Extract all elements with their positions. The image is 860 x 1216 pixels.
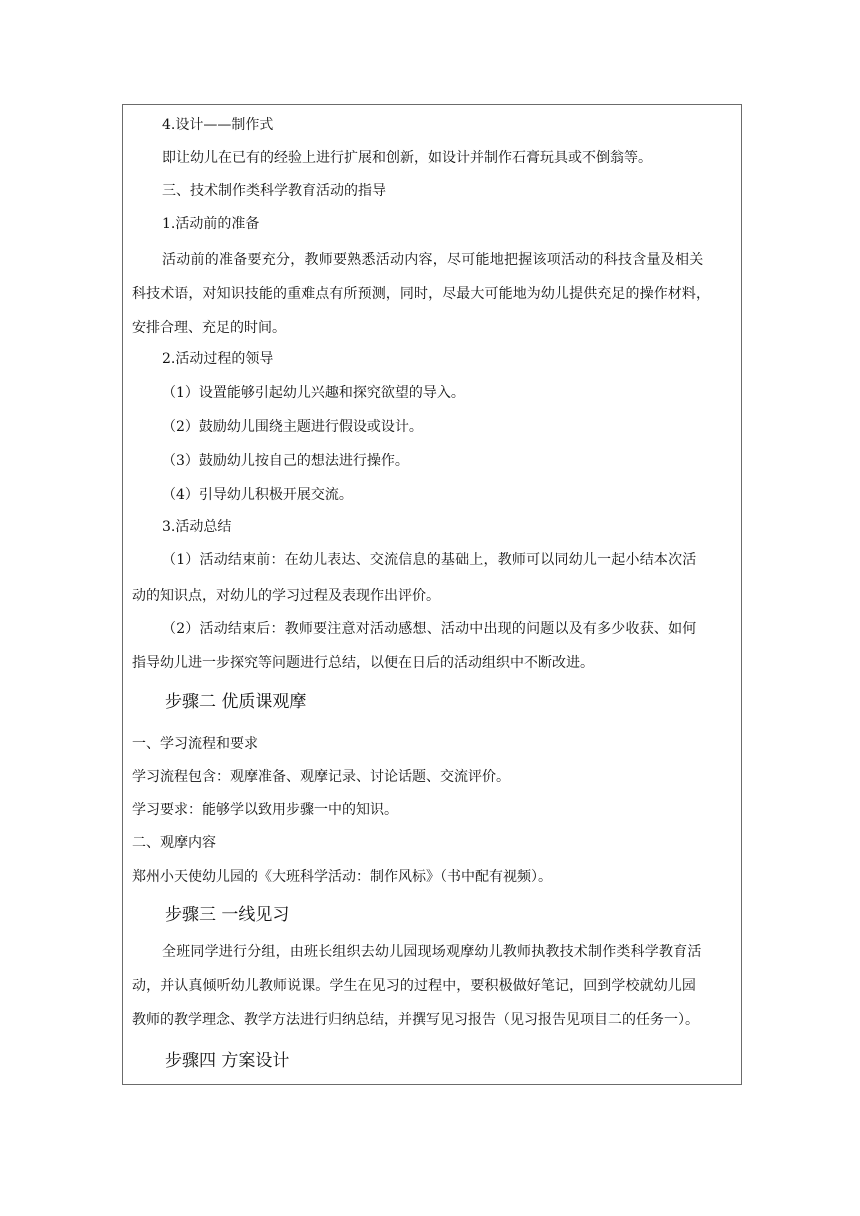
process-item-3: （3）鼓励幼儿按自己的想法进行操作。 xyxy=(162,453,409,469)
step2-heading: 步骤二 优质课观摩 xyxy=(165,692,307,712)
section-title-guidance: 三、技术制作类科学教育活动的指导 xyxy=(162,183,386,199)
summary-item2-line1: （2）活动结束后：教师要注意对活动感想、活动中出现的问题以及有多少收获、如何 xyxy=(162,621,697,637)
step3-line-2: 动，并认真倾听幼儿教师说课。学生在见习的过程中，要积极做好笔记，回到学校就幼儿园 xyxy=(132,978,696,994)
prep-line-2: 科技术语，对知识技能的重难点有所预测，同时，尽最大可能地为幼儿提供充足的操作材料， xyxy=(132,286,711,302)
step2-sub2: 二、观摩内容 xyxy=(132,835,216,851)
process-title: 2.活动过程的领导 xyxy=(162,351,274,367)
step2-sub1: 一、学习流程和要求 xyxy=(132,736,258,752)
step3-line-3: 教师的教学理念、教学方法进行归纳总结，并撰写见习报告（见习报告见项目二的任务一）。 xyxy=(132,1012,699,1028)
step2-flow: 学习流程包含：观摩准备、观摩记录、讨论话题、交流评价。 xyxy=(132,769,510,785)
prep-line-3: 安排合理、充足的时间。 xyxy=(132,320,286,336)
step2-req: 学习要求：能够学以致用步骤一中的知识。 xyxy=(132,802,398,818)
prep-title: 1.活动前的准备 xyxy=(162,216,260,232)
process-item-2: （2）鼓励幼儿围绕主题进行假设或设计。 xyxy=(162,419,423,435)
step3-line-1: 全班同学进行分组，由班长组织去幼儿园现场观摩幼儿教师执教技术制作类科学教育活 xyxy=(162,944,702,960)
design-paragraph: 即让幼儿在已有的经验上进行扩展和创新，如设计并制作石膏玩具或不倒翁等。 xyxy=(162,150,652,166)
process-item-4: （4）引导幼儿积极开展交流。 xyxy=(162,487,353,503)
summary-title: 3.活动总结 xyxy=(162,519,232,535)
step4-heading: 步骤四 方案设计 xyxy=(165,1051,290,1071)
step3-heading: 步骤三 一线见习 xyxy=(165,905,290,925)
step2-content: 郑州小天使幼儿园的《大班科学活动：制作风标》（书中配有视频）。 xyxy=(132,869,552,885)
summary-item1-line2: 动的知识点，对幼儿的学习过程及表现作出评价。 xyxy=(132,588,440,604)
process-item-1: （1）设置能够引起幼儿兴趣和探究欲望的导入。 xyxy=(162,385,465,401)
prep-line-1: 活动前的准备要充分，教师要熟悉活动内容，尽可能地把握该项活动的科技含量及相关 xyxy=(162,252,704,268)
summary-item2-line2: 指导幼儿进一步探究等问题进行总结，以便在日后的活动组织中不断改进。 xyxy=(132,655,594,671)
subsection-heading-design: 4.设计——制作式 xyxy=(162,117,274,133)
summary-item1-line1: （1）活动结束前：在幼儿表达、交流信息的基础上，教师可以同幼儿一起小结本次活 xyxy=(162,552,697,568)
